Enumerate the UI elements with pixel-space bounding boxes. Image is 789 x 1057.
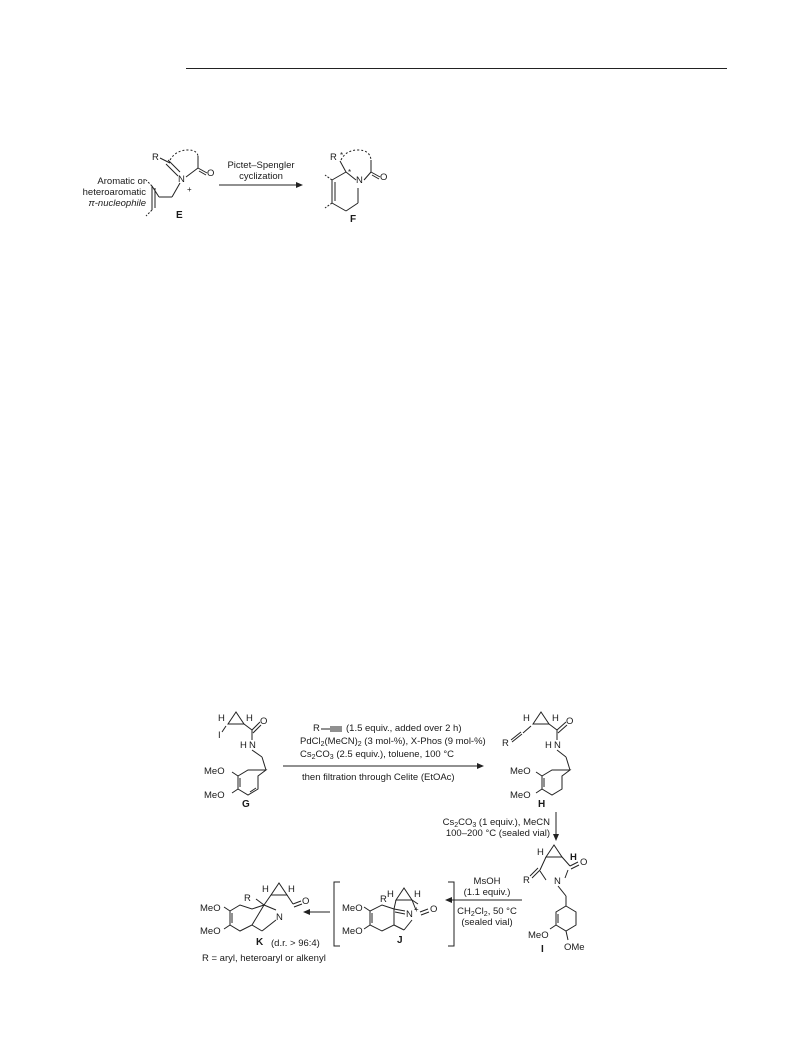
structure-H xyxy=(511,712,570,795)
atom-H-H-1: H xyxy=(523,713,530,724)
atom-MeO-J-2: MeO xyxy=(342,926,363,937)
atom-N-E: N xyxy=(178,174,185,185)
compound-label-E: E xyxy=(176,210,183,221)
nucleophile-label-line2: heteroaromatic xyxy=(82,187,146,198)
atom-MeO-H-2: MeO xyxy=(510,790,531,801)
compound-label-I: I xyxy=(541,944,544,955)
r-definition: R = aryl, heteroaryl or alkenyl xyxy=(202,953,326,964)
arrow-label-line2: cyclization xyxy=(239,171,283,182)
atom-H-N-G: H xyxy=(240,740,247,751)
atom-MeO-G-1: MeO xyxy=(204,766,225,777)
atom-R-I: R xyxy=(523,875,530,886)
reagent-workup: then filtration through Celite (EtOAc) xyxy=(302,772,455,783)
atom-O-G: O xyxy=(260,716,268,727)
atom-H-G-2: H xyxy=(246,713,253,724)
compound-label-K: K xyxy=(256,937,264,948)
star-F-2: * xyxy=(348,168,352,177)
atom-MeO-J-1: MeO xyxy=(342,903,363,914)
dr-note: (d.r. > 96:4) xyxy=(271,938,320,949)
atom-MeO-H-1: MeO xyxy=(510,766,531,777)
compound-label-J: J xyxy=(397,935,403,946)
atom-N-K: N xyxy=(276,912,283,923)
atom-O-F: O xyxy=(380,172,388,183)
reagent-acid: MsOH xyxy=(473,876,501,887)
atom-R-J: R xyxy=(380,894,387,905)
reagent-catalyst: $PdCl_2(MeCN)_2$ (3 mol-%), X-Phos (9 mol-%) xyxy=(300,736,486,748)
bracket-left xyxy=(334,882,340,946)
nucleophile-label-line3: π-nucleophile xyxy=(88,198,146,209)
atom-OMe-I: OMe xyxy=(564,942,585,953)
atom-H-I: H xyxy=(537,847,544,858)
atom-N-F: N xyxy=(356,175,363,186)
atom-N-I: N xyxy=(554,876,561,887)
atom-H-K-1: H xyxy=(262,884,269,895)
reagent-base: $Cs_2CO_3$ (2.5 equiv.), toluene, 100 °C xyxy=(300,749,455,761)
charge-plus-J: + xyxy=(414,905,419,914)
atom-O-K: O xyxy=(302,896,310,907)
reagent-alkyne-equiv: (1.5 equiv., added over 2 h) xyxy=(346,723,462,734)
atom-R-E: R xyxy=(152,152,159,163)
atom-O-H: O xyxy=(566,716,574,727)
reagent-solvent: $CH_2Cl_2$, 50 °C xyxy=(457,906,517,918)
reagent-alkyne-R: R xyxy=(313,723,320,734)
atom-N-G: N xyxy=(249,740,256,751)
atom-H-H-2: H xyxy=(552,713,559,724)
atom-I-G: I xyxy=(218,730,221,741)
atom-MeO-G-2: MeO xyxy=(204,790,225,801)
charge-plus-E: + xyxy=(187,185,192,194)
atom-R-H: R xyxy=(502,738,509,749)
atom-H-K-2: H xyxy=(288,884,295,895)
atom-MeO-I: MeO xyxy=(528,930,549,941)
atom-H-J-2: H xyxy=(414,889,421,900)
atom-R-F: R xyxy=(330,152,337,163)
reagent-vial: (sealed vial) xyxy=(461,917,513,928)
atom-O-I: O xyxy=(580,857,588,868)
atom-MeO-K-2: MeO xyxy=(200,926,221,937)
atom-H-J-1: H xyxy=(387,889,394,900)
arrow-label-line1: Pictet–Spengler xyxy=(227,160,295,171)
reagent-acid-equiv: (1.1 equiv.) xyxy=(463,887,511,898)
atom-H-N-H: H xyxy=(545,740,552,751)
reagent-base-H-to-I: $Cs_2CO_3$ (1 equiv.), MeCN xyxy=(442,817,550,829)
atom-O-J: O xyxy=(430,904,438,915)
compound-label-H: H xyxy=(538,799,546,810)
nucleophile-label-line1: Aromatic or xyxy=(97,176,146,187)
compound-label-G: G xyxy=(242,799,250,810)
atom-H-I-bold: H xyxy=(570,852,577,863)
atom-O-E: O xyxy=(207,168,215,179)
atom-H-G-1: H xyxy=(218,713,225,724)
atom-R-K: R xyxy=(244,893,251,904)
compound-label-F: F xyxy=(350,214,357,225)
atom-N-H: N xyxy=(554,740,561,751)
atom-MeO-K-1: MeO xyxy=(200,903,221,914)
atom-N-J: N xyxy=(406,909,413,920)
star-F-1: * xyxy=(340,151,344,160)
reagent-conditions-H-to-I: 100–200 °C (sealed vial) xyxy=(445,828,550,839)
